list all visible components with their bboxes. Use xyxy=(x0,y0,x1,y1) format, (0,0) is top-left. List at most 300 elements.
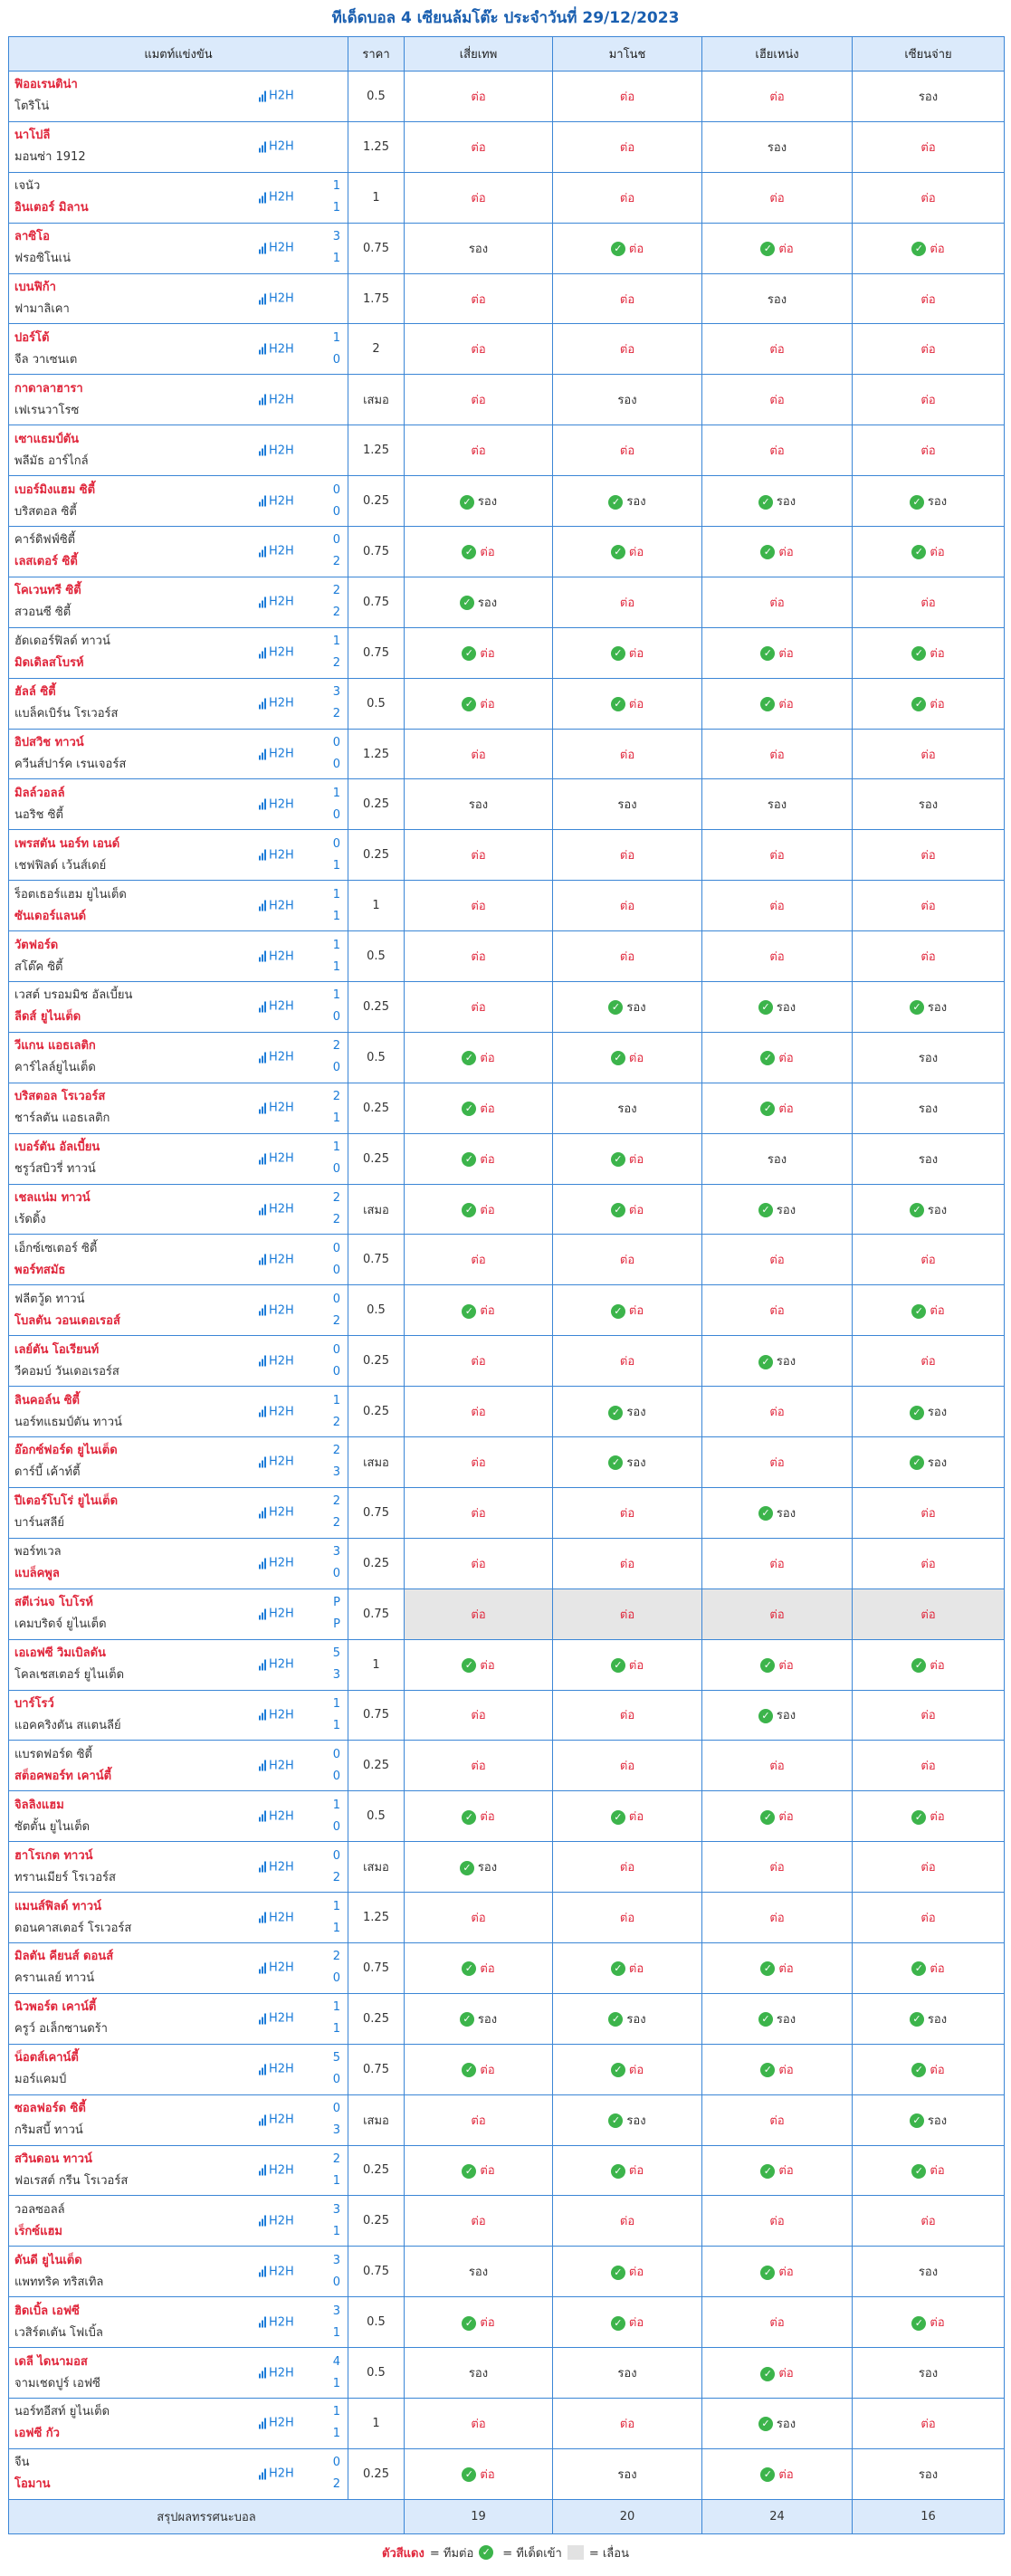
tip-value: ต่อ xyxy=(628,1658,644,1673)
price-cell: 0.75 xyxy=(348,1942,405,1993)
price-cell: เสมอ xyxy=(348,1437,405,1488)
tip-value: ต่อ xyxy=(619,596,635,610)
tip-cell xyxy=(405,2297,553,2348)
away-team: สวอนซี ซิตี้ xyxy=(14,606,72,620)
away-score: 0 xyxy=(332,504,340,519)
header-price: ราคา xyxy=(348,37,405,72)
table-row xyxy=(9,1133,1005,1184)
match-cell xyxy=(9,779,348,830)
score xyxy=(333,480,340,523)
home-score: 2 xyxy=(332,584,340,598)
tip-value: ต่อ xyxy=(480,545,495,559)
tip-value: ต่อ xyxy=(471,140,486,155)
tip-cell xyxy=(553,72,702,122)
home-team: มิลตัน คียนส์ ดอนส์ xyxy=(14,1950,114,1964)
h2h-link[interactable] xyxy=(259,1102,294,1115)
signal-bars-icon xyxy=(259,2216,266,2227)
h2h-label: H2H xyxy=(269,848,294,863)
away-score: 0 xyxy=(332,1263,340,1277)
h2h-label: H2H xyxy=(269,139,294,154)
h2h-label: H2H xyxy=(269,494,294,509)
price-cell: 1.25 xyxy=(348,1893,405,1943)
tip-cell xyxy=(702,982,853,1033)
tip-value: รอง xyxy=(927,495,948,510)
h2h-link[interactable] xyxy=(259,697,294,711)
tip-value: ต่อ xyxy=(769,900,785,914)
match-cell xyxy=(9,2398,348,2448)
tip-value: ต่อ xyxy=(778,2164,794,2179)
signal-bars-icon xyxy=(259,1913,266,1923)
check-icon: ✓ xyxy=(911,646,926,661)
h2h-label: H2H xyxy=(269,1455,294,1469)
away-team: กริมสบี้ ทาวน์ xyxy=(14,2123,83,2138)
tip-value: รอง xyxy=(767,140,787,155)
tip-value: ต่อ xyxy=(471,292,486,307)
tip-cell xyxy=(405,1437,553,1488)
tip-value: ต่อ xyxy=(480,697,495,711)
away-score: 1 xyxy=(332,959,340,974)
h2h-label: H2H xyxy=(269,291,294,306)
score xyxy=(333,1086,340,1130)
tip-value: รอง xyxy=(617,1102,637,1116)
h2h-link[interactable] xyxy=(259,1203,294,1216)
tip-cell xyxy=(702,1437,853,1488)
tip-value: ต่อ xyxy=(778,1658,794,1673)
h2h-link[interactable] xyxy=(259,140,294,154)
price-cell: 0.5 xyxy=(348,1032,405,1083)
check-icon: ✓ xyxy=(911,697,926,711)
tip-cell xyxy=(553,1083,702,1133)
away-score: 0 xyxy=(332,1819,340,1834)
check-icon: ✓ xyxy=(911,2164,926,2179)
header-tipster-3: เฮียเหน่ง xyxy=(702,37,853,72)
h2h-link[interactable] xyxy=(259,342,294,356)
table-row xyxy=(9,2044,1005,2094)
signal-bars-icon xyxy=(259,1153,266,1164)
tip-value: ต่อ xyxy=(471,1254,486,1268)
signal-bars-icon xyxy=(259,951,266,962)
h2h-link[interactable] xyxy=(259,848,294,862)
match-cell xyxy=(9,1285,348,1336)
tip-cell xyxy=(853,1893,1005,1943)
price-cell: 0.75 xyxy=(348,1235,405,1285)
check-icon: ✓ xyxy=(760,2266,775,2280)
h2h-link[interactable] xyxy=(259,899,294,912)
signal-bars-icon xyxy=(259,2368,266,2379)
h2h-link[interactable] xyxy=(259,949,294,963)
h2h-link[interactable] xyxy=(259,596,294,609)
home-team: เซาแธมป์ตัน xyxy=(14,432,80,446)
tip-value: ต่อ xyxy=(769,1455,785,1470)
signal-bars-icon xyxy=(259,395,266,405)
tip-cell xyxy=(853,2145,1005,2196)
check-icon: ✓ xyxy=(911,242,926,256)
h2h-link[interactable] xyxy=(259,90,294,103)
tip-value: ต่อ xyxy=(920,1861,936,1875)
h2h-label: H2H xyxy=(269,1911,294,1924)
away-team: ครานเลย์ ทาวน์ xyxy=(14,1971,95,1986)
h2h-link[interactable] xyxy=(259,748,294,761)
h2h-link[interactable] xyxy=(259,1506,294,1520)
h2h-label: H2H xyxy=(269,1961,294,1975)
h2h-link[interactable] xyxy=(259,2063,294,2076)
price-cell: 0.75 xyxy=(348,2044,405,2094)
tip-cell xyxy=(702,1336,853,1387)
table-row xyxy=(9,476,1005,527)
away-team: ดาร์บี้ เค้าท์ตี้ xyxy=(14,1465,81,1480)
away-team: โตริโน่ xyxy=(14,100,50,114)
tip-value: ต่อ xyxy=(471,950,486,965)
signal-bars-icon xyxy=(259,2064,266,2075)
h2h-link[interactable] xyxy=(259,1051,294,1064)
table-row xyxy=(9,425,1005,476)
tip-value: ต่อ xyxy=(480,2164,495,2179)
tip-cell xyxy=(405,931,553,982)
tip-value: รอง xyxy=(617,2467,637,2482)
h2h-label: H2H xyxy=(269,2011,294,2026)
h2h-link[interactable] xyxy=(259,797,294,811)
table-row xyxy=(9,577,1005,627)
tip-value: รอง xyxy=(468,2266,489,2280)
postponed-swatch xyxy=(567,2545,584,2560)
away-team: ซันเดอร์แลนด์ xyxy=(14,909,87,923)
signal-bars-icon xyxy=(259,1507,266,1518)
check-icon: ✓ xyxy=(758,1000,773,1015)
table-row xyxy=(9,1993,1005,2044)
h2h-link[interactable] xyxy=(259,2265,294,2278)
tip-cell xyxy=(853,1639,1005,1690)
away-team: ชาร์ลตัน แอธเลติก xyxy=(14,1111,110,1126)
home-score: 0 xyxy=(332,1241,340,1255)
away-score: 2 xyxy=(332,1415,340,1429)
tip-value: ต่อ xyxy=(471,394,486,408)
tip-cell xyxy=(405,527,553,577)
away-score: 1 xyxy=(332,1718,340,1732)
match-cell xyxy=(9,476,348,527)
tip-cell xyxy=(553,1942,702,1993)
score xyxy=(333,2352,340,2395)
tip-cell xyxy=(853,881,1005,931)
check-icon: ✓ xyxy=(462,1961,476,1976)
price-cell: 0.25 xyxy=(348,2145,405,2196)
score xyxy=(333,1693,340,1737)
h2h-label: H2H xyxy=(269,1809,294,1824)
tip-cell xyxy=(853,729,1005,779)
h2h-link[interactable] xyxy=(259,1759,294,1772)
away-team: จีล วาเซนเต xyxy=(14,352,78,367)
h2h-link[interactable] xyxy=(259,1000,294,1014)
tip-cell xyxy=(405,830,553,881)
tip-value: รอง xyxy=(776,1709,796,1723)
check-icon: ✓ xyxy=(758,1203,773,1217)
signal-bars-icon xyxy=(259,1255,266,1265)
tip-value: ต่อ xyxy=(920,444,936,459)
table-row xyxy=(9,375,1005,425)
h2h-link[interactable] xyxy=(259,1455,294,1469)
check-icon: ✓ xyxy=(462,1658,476,1673)
home-team: น็อตส์เคาน์ตี้ xyxy=(14,2051,79,2066)
signal-bars-icon xyxy=(259,141,266,152)
tip-value: ต่อ xyxy=(920,1506,936,1521)
tip-value: รอง xyxy=(477,1861,498,1875)
h2h-link[interactable] xyxy=(259,191,294,205)
h2h-link[interactable] xyxy=(259,2315,294,2329)
match-cell xyxy=(9,1639,348,1690)
match-cell xyxy=(9,2044,348,2094)
tip-value: รอง xyxy=(918,798,939,813)
match-cell xyxy=(9,982,348,1033)
tip-value: รอง xyxy=(927,2113,948,2128)
h2h-link[interactable] xyxy=(259,1658,294,1672)
home-team: เจนัว xyxy=(14,179,41,194)
check-icon: ✓ xyxy=(479,2545,493,2560)
h2h-link[interactable] xyxy=(259,1961,294,1975)
h2h-label: H2H xyxy=(269,1505,294,1520)
h2h-label: H2H xyxy=(269,1202,294,1216)
home-score: 1 xyxy=(332,1140,340,1155)
tip-value: ต่อ xyxy=(920,849,936,863)
score xyxy=(333,1137,340,1180)
tip-cell xyxy=(405,1639,553,1690)
check-icon: ✓ xyxy=(608,1455,623,1470)
h2h-link[interactable] xyxy=(259,1303,294,1317)
tip-cell xyxy=(553,1437,702,1488)
price-cell: 0.75 xyxy=(348,527,405,577)
home-team: สวินดอน ทาวน์ xyxy=(14,2151,92,2166)
score xyxy=(333,2098,340,2142)
table-row xyxy=(9,678,1005,729)
check-icon: ✓ xyxy=(760,545,775,559)
tip-cell xyxy=(553,1791,702,1842)
score xyxy=(333,1846,340,1889)
signal-bars-icon xyxy=(259,2266,266,2277)
signal-bars-icon xyxy=(259,496,266,507)
tip-value: ต่อ xyxy=(480,1051,495,1065)
h2h-link[interactable] xyxy=(259,494,294,508)
price-cell: 0.25 xyxy=(348,2196,405,2247)
tip-value: ต่อ xyxy=(930,545,945,559)
table-row xyxy=(9,881,1005,931)
h2h-link[interactable] xyxy=(259,242,294,255)
tip-cell xyxy=(405,577,553,627)
away-score: 0 xyxy=(332,1061,340,1075)
tip-cell xyxy=(405,425,553,476)
tip-value: รอง xyxy=(927,1455,948,1470)
table-row xyxy=(9,324,1005,375)
price-cell: 0.25 xyxy=(348,1387,405,1437)
home-team: เลย์ตัน โอเรียนท์ xyxy=(14,1342,100,1357)
tip-cell xyxy=(553,1336,702,1387)
header-tipster-4: เซียนจ่าย xyxy=(853,37,1005,72)
h2h-link[interactable] xyxy=(259,1860,294,1874)
score xyxy=(333,1238,340,1282)
tip-cell xyxy=(405,1538,553,1589)
tip-value: ต่อ xyxy=(619,1861,635,1875)
tip-cell xyxy=(853,1690,1005,1741)
score xyxy=(333,176,340,219)
tip-value: ต่อ xyxy=(769,1608,785,1622)
check-icon: ✓ xyxy=(462,697,476,711)
signal-bars-icon xyxy=(259,344,266,355)
tip-cell xyxy=(553,779,702,830)
tip-value: ต่อ xyxy=(769,849,785,863)
tip-value: ต่อ xyxy=(769,2215,785,2229)
price-cell: 1.25 xyxy=(348,425,405,476)
tip-cell xyxy=(405,1083,553,1133)
tip-cell xyxy=(553,375,702,425)
tip-cell xyxy=(553,2196,702,2247)
away-team: ชรูว์สบิวรี่ ทาวน์ xyxy=(14,1162,96,1177)
tip-value: ต่อ xyxy=(920,748,936,762)
h2h-link[interactable] xyxy=(259,2113,294,2127)
h2h-link[interactable] xyxy=(259,1405,294,1418)
tip-cell xyxy=(405,1235,553,1285)
tip-cell xyxy=(553,223,702,273)
tip-value: ต่อ xyxy=(471,90,486,104)
price-cell: เสมอ xyxy=(348,375,405,425)
tip-cell xyxy=(553,527,702,577)
price-cell: 0.75 xyxy=(348,577,405,627)
table-row xyxy=(9,1387,1005,1437)
tip-cell xyxy=(553,1487,702,1538)
home-team: คาร์ดิฟฟ์ซิตี้ xyxy=(14,533,76,548)
check-icon: ✓ xyxy=(462,545,476,559)
h2h-link[interactable] xyxy=(259,1253,294,1266)
tip-value: ต่อ xyxy=(471,1760,486,1774)
match-cell xyxy=(9,1235,348,1285)
h2h-link[interactable] xyxy=(259,393,294,406)
signal-bars-icon xyxy=(259,799,266,810)
header-tipster-1: เสี่ยเทพ xyxy=(405,37,553,72)
tip-cell xyxy=(553,172,702,223)
tip-cell xyxy=(702,2196,853,2247)
tip-value: รอง xyxy=(477,495,498,510)
table-row xyxy=(9,1083,1005,1133)
match-cell xyxy=(9,1083,348,1133)
h2h-link[interactable] xyxy=(259,2214,294,2228)
h2h-label: H2H xyxy=(269,1657,294,1672)
h2h-label: H2H xyxy=(269,2416,294,2430)
tip-cell xyxy=(702,375,853,425)
tip-value: ต่อ xyxy=(471,1355,486,1369)
h2h-label: H2H xyxy=(269,1607,294,1621)
away-score: 2 xyxy=(332,1313,340,1328)
table-row xyxy=(9,2196,1005,2247)
tip-value: รอง xyxy=(767,798,787,813)
h2h-link[interactable] xyxy=(259,2467,294,2481)
h2h-link[interactable] xyxy=(259,292,294,306)
price-cell: 0.5 xyxy=(348,678,405,729)
h2h-link[interactable] xyxy=(259,1152,294,1166)
h2h-link[interactable] xyxy=(259,1557,294,1570)
h2h-link[interactable] xyxy=(259,1809,294,1823)
away-score: 0 xyxy=(332,807,340,822)
match-cell xyxy=(9,1893,348,1943)
signal-bars-icon xyxy=(259,1558,266,1569)
check-icon: ✓ xyxy=(462,2316,476,2331)
home-score: 5 xyxy=(332,1646,340,1661)
h2h-link[interactable] xyxy=(259,1608,294,1621)
home-team: นาโปลี xyxy=(14,129,51,143)
home-team: เอเอฟซี วิมเบิลดัน xyxy=(14,1646,106,1661)
tip-value: รอง xyxy=(468,242,489,256)
away-score: 3 xyxy=(332,1668,340,1683)
tip-value: ต่อ xyxy=(471,1608,486,1622)
match-cell xyxy=(9,1437,348,1488)
summary-total-2: 20 xyxy=(553,2499,702,2533)
tip-value: ต่อ xyxy=(471,1912,486,1925)
tip-value: ต่อ xyxy=(778,1810,794,1825)
h2h-link[interactable] xyxy=(259,2012,294,2026)
away-team: อินเตอร์ มิลาน xyxy=(14,201,89,215)
h2h-link[interactable] xyxy=(259,1911,294,1924)
tip-cell xyxy=(405,1336,553,1387)
h2h-link[interactable] xyxy=(259,646,294,660)
tip-cell xyxy=(553,1133,702,1184)
match-cell xyxy=(9,1032,348,1083)
tip-cell xyxy=(405,1589,553,1639)
away-score: 2 xyxy=(332,707,340,721)
h2h-link[interactable] xyxy=(259,1354,294,1368)
tip-cell xyxy=(702,121,853,172)
tip-cell xyxy=(405,1993,553,2044)
tip-cell xyxy=(553,1285,702,1336)
table-row xyxy=(9,1639,1005,1690)
h2h-link[interactable] xyxy=(259,1708,294,1722)
h2h-link[interactable] xyxy=(259,444,294,457)
tip-cell xyxy=(702,172,853,223)
tip-cell xyxy=(702,2145,853,2196)
match-cell xyxy=(9,1133,348,1184)
check-icon: ✓ xyxy=(611,2063,625,2077)
match-cell xyxy=(9,729,348,779)
legend-check-desc: = ทีเด็ดเข้า xyxy=(502,2546,562,2561)
tip-cell xyxy=(405,1032,553,1083)
tip-value: ต่อ xyxy=(628,1304,644,1319)
table-row xyxy=(9,273,1005,324)
home-score: 2 xyxy=(332,1191,340,1206)
table-header-row xyxy=(9,37,1005,72)
h2h-link[interactable] xyxy=(259,2366,294,2380)
h2h-link[interactable] xyxy=(259,2417,294,2430)
h2h-link[interactable] xyxy=(259,545,294,558)
tip-cell xyxy=(405,172,553,223)
match-cell xyxy=(9,2448,348,2499)
tip-value: ต่อ xyxy=(920,2215,936,2229)
score xyxy=(333,1946,340,1989)
match-cell xyxy=(9,627,348,678)
score xyxy=(333,1795,340,1838)
tip-value: ต่อ xyxy=(920,140,936,155)
tip-cell xyxy=(702,223,853,273)
tip-cell xyxy=(405,1741,553,1791)
table-row xyxy=(9,1791,1005,1842)
tip-cell xyxy=(853,425,1005,476)
tip-value: รอง xyxy=(918,2467,939,2482)
price-cell: 0.5 xyxy=(348,1791,405,1842)
tip-value: ต่อ xyxy=(480,1961,495,1976)
match-cell xyxy=(9,2145,348,2196)
tip-cell xyxy=(702,2348,853,2399)
check-icon: ✓ xyxy=(608,2012,623,2027)
away-score: 0 xyxy=(332,1971,340,1986)
h2h-link[interactable] xyxy=(259,2163,294,2177)
score xyxy=(333,682,340,725)
away-score: 2 xyxy=(332,606,340,620)
tip-cell xyxy=(405,2348,553,2399)
home-score: 2 xyxy=(332,1950,340,1964)
tip-cell xyxy=(702,931,853,982)
